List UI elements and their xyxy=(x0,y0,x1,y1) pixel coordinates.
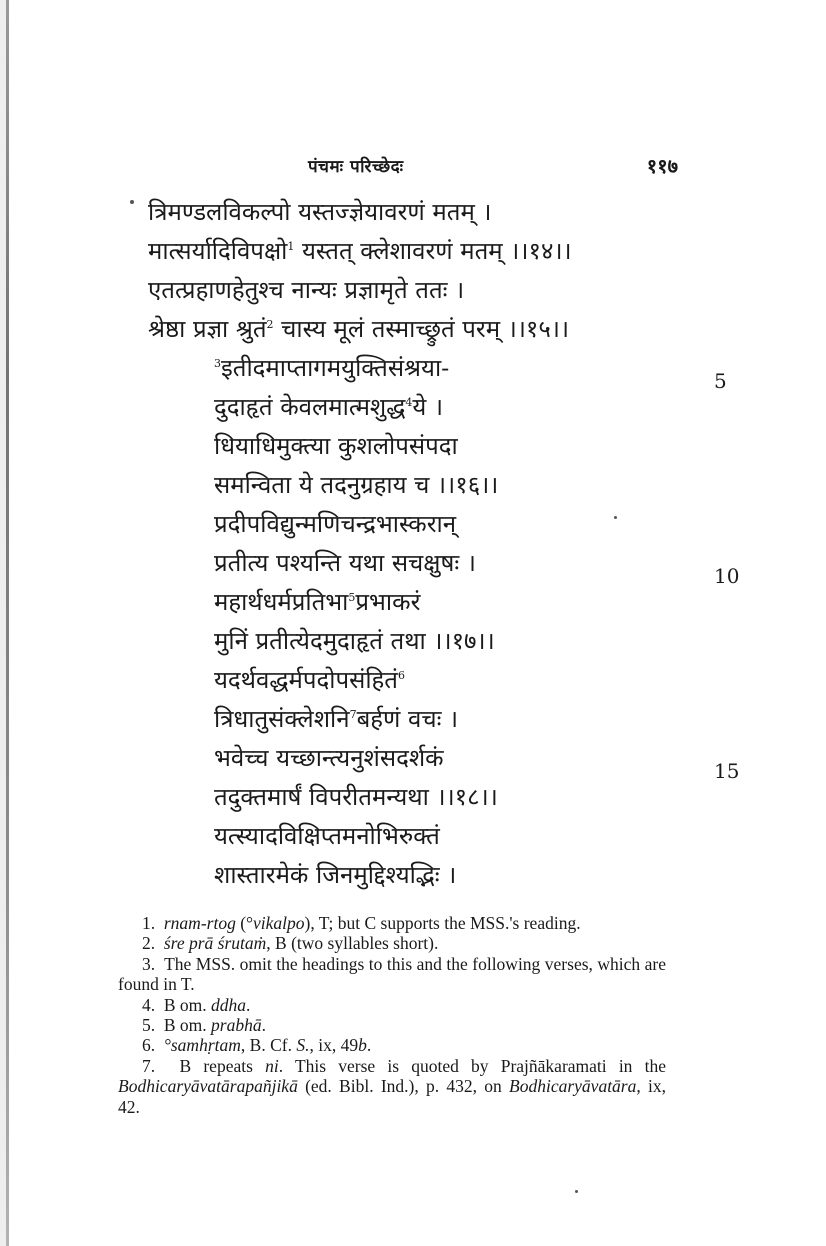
footnote-text: , ix, 42. xyxy=(118,1076,666,1117)
footnote-text: rnam-rtog xyxy=(163,913,236,933)
footnote-marker: 5 xyxy=(348,591,356,604)
footnote xyxy=(118,1056,666,1117)
footnote-text: B repeats xyxy=(179,1055,266,1076)
footnote-text: . This verse is quoted by Prajñākaramati in the xyxy=(278,1055,666,1076)
verse-text: दुदाहृतं केवलमात्मशुद्ध xyxy=(214,393,406,421)
verse-text: समन्विता ये तदनुग्रहाय च ।।१६।। xyxy=(214,471,499,499)
verse-line xyxy=(214,626,495,658)
footnote-marker: 2 xyxy=(266,318,274,331)
verse-text: धियाधिमुक्त्या कुशलोपसंपदा xyxy=(214,432,458,460)
verse-line xyxy=(214,860,456,892)
footnote-text: (° xyxy=(235,913,254,933)
verse-text: मुनिं प्रतीत्येदमुदाहृतं तथा ।।१७।। xyxy=(214,627,495,655)
paper-speck xyxy=(614,516,617,519)
footnote-marker: 3 xyxy=(214,357,221,370)
verse-line xyxy=(214,782,498,814)
footnote-number: 6. xyxy=(142,1035,156,1056)
verse-line xyxy=(148,314,569,346)
verse-text: श्रेष्ठा प्रज्ञा श्रुतं xyxy=(148,315,267,343)
footnotes xyxy=(118,913,666,1117)
verse-text: महार्थधर्मप्रतिभा xyxy=(214,588,349,616)
footnote-number: 3. xyxy=(142,953,156,974)
footnote-marker: 6 xyxy=(397,669,405,682)
verse-text: शास्तारमेकं जिनमुद्दिश्यद्भिः । xyxy=(214,861,457,889)
verse-line xyxy=(214,548,476,580)
verse-text: तदुक्तमार्षं विपरीतमन्यथा ।।१८।। xyxy=(214,783,498,811)
paper-speck xyxy=(575,1190,578,1193)
footnote-marker: 1 xyxy=(287,240,295,253)
line-number-10: 10 xyxy=(714,564,740,588)
footnote xyxy=(118,995,666,1015)
verse-line xyxy=(214,509,456,541)
verse-text: चास्य मूलं तस्माच्छ्रुतं परम् ।।१५।। xyxy=(273,315,570,343)
footnote-number: 2. xyxy=(142,933,156,954)
footnote-text: ddha xyxy=(211,994,247,1015)
page-number: ११७ xyxy=(646,154,678,178)
footnote-text: , B. Cf. xyxy=(240,1035,297,1056)
footnote-text: The MSS. omit the headings to this and the following verses, which are found in T. xyxy=(118,953,666,995)
line-number-15: 15 xyxy=(714,759,740,783)
footnote xyxy=(118,933,666,953)
footnote-text: prabhā xyxy=(211,1015,262,1036)
footnote-text: ), T; but C supports the MSS.'s reading. xyxy=(304,913,581,933)
running-header xyxy=(150,152,740,186)
verse-text: यत्स्यादविक्षिप्तमनोभिरुक्तं xyxy=(214,822,440,850)
footnote xyxy=(118,1015,666,1035)
footnote-text: . xyxy=(366,1035,372,1056)
verse-line xyxy=(214,743,444,775)
footnote-text: Bodhicaryāvatāra xyxy=(509,1076,637,1097)
verse-line xyxy=(214,665,405,697)
footnote-text: °samhṛtam xyxy=(163,1035,241,1056)
verse-text: यस्तत् क्लेशावरणं मतम् ।।१४।। xyxy=(294,237,572,265)
footnote xyxy=(118,1035,666,1055)
verse-line xyxy=(148,275,464,307)
footnote-marker: 7 xyxy=(349,708,357,721)
verse-text: मात्सर्यादिविपक्षो xyxy=(148,237,288,265)
chapter-title: पंचमः परिच्छेदः xyxy=(308,157,404,177)
footnote-text: ni xyxy=(265,1055,279,1076)
verse-text: प्रभाकरं xyxy=(355,588,421,616)
footnote-text: . xyxy=(246,994,251,1015)
verse-text: इतीदमाप्तागमयुक्तिसंश्रया- xyxy=(221,354,450,382)
footnote-number: 1. xyxy=(142,913,156,933)
verse-line xyxy=(148,197,492,229)
footnote-number: 5. xyxy=(142,1015,156,1036)
footnote-text: , B (two syllables short). xyxy=(266,933,439,954)
verse-line xyxy=(214,587,420,619)
footnote-text: B om. xyxy=(163,1015,212,1036)
footnote-text: (ed. Bibl. Ind.), p. 432, on xyxy=(297,1076,510,1097)
footnote-marker: 4 xyxy=(405,396,413,409)
verse-line xyxy=(214,470,498,502)
footnote-text: Bodhicaryāvatārapañjikā xyxy=(118,1076,298,1097)
footnote-text: . xyxy=(261,1015,266,1036)
footnote-number: 7. xyxy=(142,1055,156,1076)
footnote xyxy=(118,954,666,995)
verse-text: त्रिमण्डलविकल्पो यस्तज्ज्ञेयावरणं मतम् । xyxy=(148,198,492,226)
verse-text: त्रिधातुसंक्लेशनि xyxy=(214,705,350,733)
verse-text: यदर्थवद्धर्मपदोपसंहितं xyxy=(214,666,398,694)
footnote-number: 4. xyxy=(142,994,156,1015)
footnote-text: S. xyxy=(296,1035,310,1056)
verse-line xyxy=(214,392,443,424)
footnote-text: b xyxy=(358,1035,367,1056)
binding-edge xyxy=(6,0,9,1246)
footnote-text: B om. xyxy=(163,994,212,1015)
verse-text: ये । xyxy=(412,393,444,421)
verse-line xyxy=(214,821,440,853)
verse-line xyxy=(214,704,458,736)
footnote-text: śre prā śrutaṁ xyxy=(163,933,267,954)
footnote-text: vikalpo xyxy=(253,913,305,933)
verse-text: भवेच्च यच्छान्त्यनुशंसदर्शकं xyxy=(214,744,444,772)
verse-text: एतत्प्रहाणहेतुश्च नान्यः प्रज्ञामृते ततः । xyxy=(148,276,465,304)
verse-line xyxy=(148,236,572,268)
verse-text: प्रतीत्य पश्यन्ति यथा सचक्षुषः । xyxy=(214,549,476,577)
verse-text: बर्हणं वचः । xyxy=(356,705,459,733)
line-number-5: 5 xyxy=(714,369,727,393)
paper-speck xyxy=(130,200,134,204)
footnote xyxy=(118,913,666,933)
verse-line xyxy=(214,353,449,385)
verse-text: प्रदीपविद्युन्मणिचन्द्रभास्करान् xyxy=(214,510,457,538)
verse-line xyxy=(214,431,458,463)
footnote-text: , ix, 49 xyxy=(309,1035,359,1056)
